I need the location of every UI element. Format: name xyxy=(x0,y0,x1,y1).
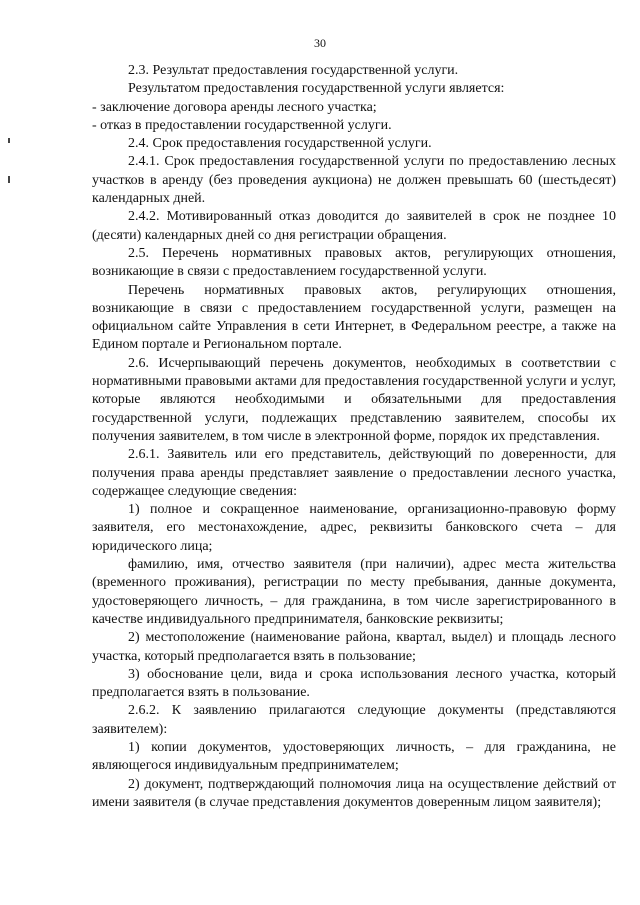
list-item: 2) местоположение (наименование района, квартал, выдел) и площадь лесного участка, который предполагается взять в пользование; xyxy=(92,630,616,664)
section-heading: 2.6. Исчерпывающий перечень документов, необходимых в соответствии с нормативными правовыми актами для предоставления государственной услуги и услуг, которые являются необходимыми и обязательными для предоставления государственной услуги, подлежащих представлению заявителем, способы их получения заявителем, в том числе в электронной форме, порядок их представления. xyxy=(92,355,616,444)
section-heading: 2.3. Результат предоставления государственной услуги. xyxy=(128,63,459,78)
paragraph: 2.4.1. Срок предоставления государственной услуги по предоставлению лесных участков в аренду (без проведения аукциона) не должен превышать 60 (шестьдесят) календарных дней. xyxy=(92,154,616,207)
paragraph: Перечень нормативных правовых актов, регулирующих отношения, возникающие в связи с предоставлением государственной услуги, размещен на официальном сайте Управления в сети Интернет, в Федеральном реестре, а также на Едином портале и Региональном портале. xyxy=(92,282,616,353)
paragraph: 2.6.2. К заявлению прилагаются следующие документы (представляются заявителем): xyxy=(92,703,616,737)
paragraph: фамилию, имя, отчество заявителя (при наличии), адрес места жительства (временного проживания), регистрации по месту пребывания, данные документа, удостоверяющего личность, – для гражданина, в том числе зарегистрированного в качестве индивидуального предпринимателя, банковские реквизиты; xyxy=(92,557,616,627)
list-item: 3) обоснование цели, вида и срока использования лесного участка, который предполагается взять в пользование. xyxy=(92,666,616,701)
list-item: 1) полное и сокращенное наименование, организационно-правовую форму заявителя, его местонахождение, адрес, реквизиты банковского счета – для юридического лица; xyxy=(92,502,616,554)
scan-margin-mark xyxy=(8,138,10,143)
paragraph: 2.6.1. Заявитель или его представитель, действующий по доверенности, для получения права аренды представляет заявление о предоставлении лесного участка, содержащее следующие сведения: xyxy=(92,447,616,499)
list-item: - отказ в предоставлении государственной услуги. xyxy=(92,117,392,133)
list-item: 2) документ, подтверждающий полномочия лица на осуществление действий от имени заявителя (в случае представления документов доверенным лицом заявителя); xyxy=(92,776,616,810)
document-body xyxy=(92,62,616,812)
scan-margin-mark xyxy=(8,176,10,183)
paragraph: 2.4.2. Мотивированный отказ доводится до заявителей в срок не позднее 10 (десяти) календарных дней со дня регистрации обращения. xyxy=(92,209,616,243)
paragraph: Результатом предоставления государственной услуги является: xyxy=(128,81,505,97)
list-item: - заключение договора аренды лесного участка; xyxy=(92,99,377,115)
list-item: 1) копии документов, удостоверяющих личность, – для гражданина, не являющегося индивидуальным предпринимателем; xyxy=(92,739,616,774)
page-number: 30 xyxy=(314,36,326,50)
section-heading: 2.5. Перечень нормативных правовых актов, регулирующих отношения, возникающие в связи с предоставлением государственной услуги. xyxy=(92,245,616,280)
section-heading: 2.4. Срок предоставления государственной услуги. xyxy=(128,136,432,152)
